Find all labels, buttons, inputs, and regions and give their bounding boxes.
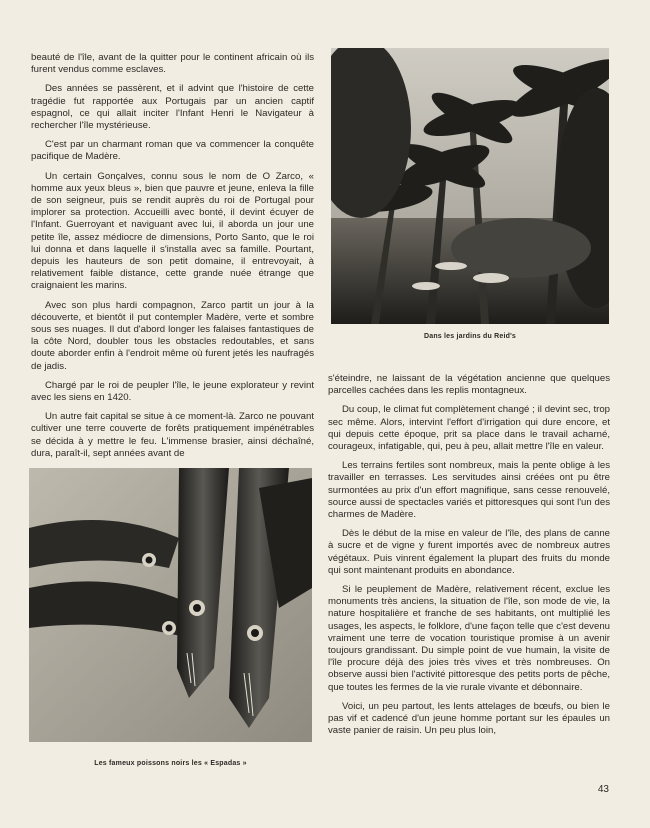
paragraph: Dès le début de la mise en valeur de l'île, des plans de canne à sucre et de vigne y furent importés avec de nombreux autres végétaux. Puis vinrent également la plupart des fruits du monde qui sont maintenant produits en abondance.	[328, 528, 610, 576]
fish-photo	[29, 468, 312, 742]
paragraph: Des années se passèrent, et il advint que l'histoire de cette tragédie fut rapportée aux Portugais par un ancien captif espagnol, ce qui allait inciter l'Infant Henri le Navigateur à rechercher l'île mystérieuse.	[31, 83, 314, 132]
paragraph: s'éteindre, ne laissant de la végétation ancienne que quelques parcelles cachées dans les replis montagneux.	[328, 373, 610, 397]
paragraph: Voici, un peu partout, les lents attelages de bœufs, ou bien le pas vif et cadencé d'un jeune homme portant sur les épaules un vaste panier de raisin. Un peu plus loin,	[328, 700, 610, 737]
paragraph: C'est par un charmant roman que va commencer la conquête pacifique de Madère.	[31, 139, 314, 163]
garden-photo	[331, 48, 609, 324]
paragraph: Chargé par le roi de peupler l'île, le jeune explorateur y revint avec les siens en 1420.	[31, 379, 314, 404]
page-number: 43	[597, 784, 609, 795]
garden-photo-caption: Dans les jardins du Reid's	[423, 333, 517, 340]
paragraph: Un certain Gonçalves, connu sous le nom de O Zarco, « homme aux yeux bleus », bien que pauvre et jeune, enleva la fille de son seigneur, puis se rendit auprès du roi de Portugal pour implorer sa protection. Accueilli avec bonté, il devint écuyer de l'Infant. Guerroyant et naviguant avec lui, il aborda un jour une petite île, assez médiocre de dimensions, Porto Santo, que le roi lui donna et dans laquelle il s'installa avec sa famille. Pourtant, depuis les hauteurs de son petit domaine, il entrevoyait, à relativement faible distance, cette grande nuée étrange que craignaient les marins.	[31, 170, 314, 292]
paragraph: Un autre fait capital se situe à ce moment-là. Zarco ne pouvant cultiver une terre couverte de forêts pratiquement impénétrables se décida à y mettre le feu. L'immense brasier, ainsi déchaîné, dura, paraît-il, sept années avant de	[31, 411, 314, 459]
right-text-column	[328, 373, 610, 744]
left-text-column	[31, 52, 314, 467]
paragraph: beauté de l'île, avant de la quitter pour le continent africain où ils furent vendus comme esclaves.	[31, 52, 314, 76]
paragraph: Si le peuplement de Madère, relativement récent, exclue les monuments très anciens, la situation de l'île, son mode de vie, la nature hospitalière et franche de ses habitants, ont multiplié les usages, les aspects, le folklore, d'une façon telle que c'est devenu vraiment une terre de vocation touristique promise à un avenir toujours grandissant. Du simple point de vue humain, la visite de l'île procure déjà des joies très vives et très nombreuses. On observe aussi bien l'activité pittoresque des petits ports de pêche, que toutes les fermes de la vie rurale vivante et débonnaire.	[328, 584, 610, 693]
fish-photo-caption: Les fameux poissons noirs les « Espadas »	[94, 760, 247, 767]
paragraph: Du coup, le climat fut complètement changé ; il devint sec, trop sec même. Alors, intervint l'effort d'irrigation qui dure encore, et qui depuis cette époque, prit sa place dans le travail acharné, courageux, infatigable, qui, peu à peu, allait mettre l'île en valeur.	[328, 404, 610, 453]
paragraph: Avec son plus hardi compagnon, Zarco partit un jour à la découverte, et bientôt il put contempler Madère, verte et sombre sous ses nuages. Il dut d'abord longer les falaises fantastiques de la côte Nord, doubler tous les obstacles redoutables, et sans doute aborder enfin à l'endroit même où furent jetés les naufragés de jadis.	[31, 299, 314, 372]
paragraph: Les terrains fertiles sont nombreux, mais la pente oblige à les travailler en terrasses. Les servitudes ainsi créées ont pu être surmontées au prix d'un effort magnifique, sans cesse renouvelé, source aussi de spectacles variés et pittoresques qui sont l'un des charmes de Madère.	[328, 460, 610, 521]
